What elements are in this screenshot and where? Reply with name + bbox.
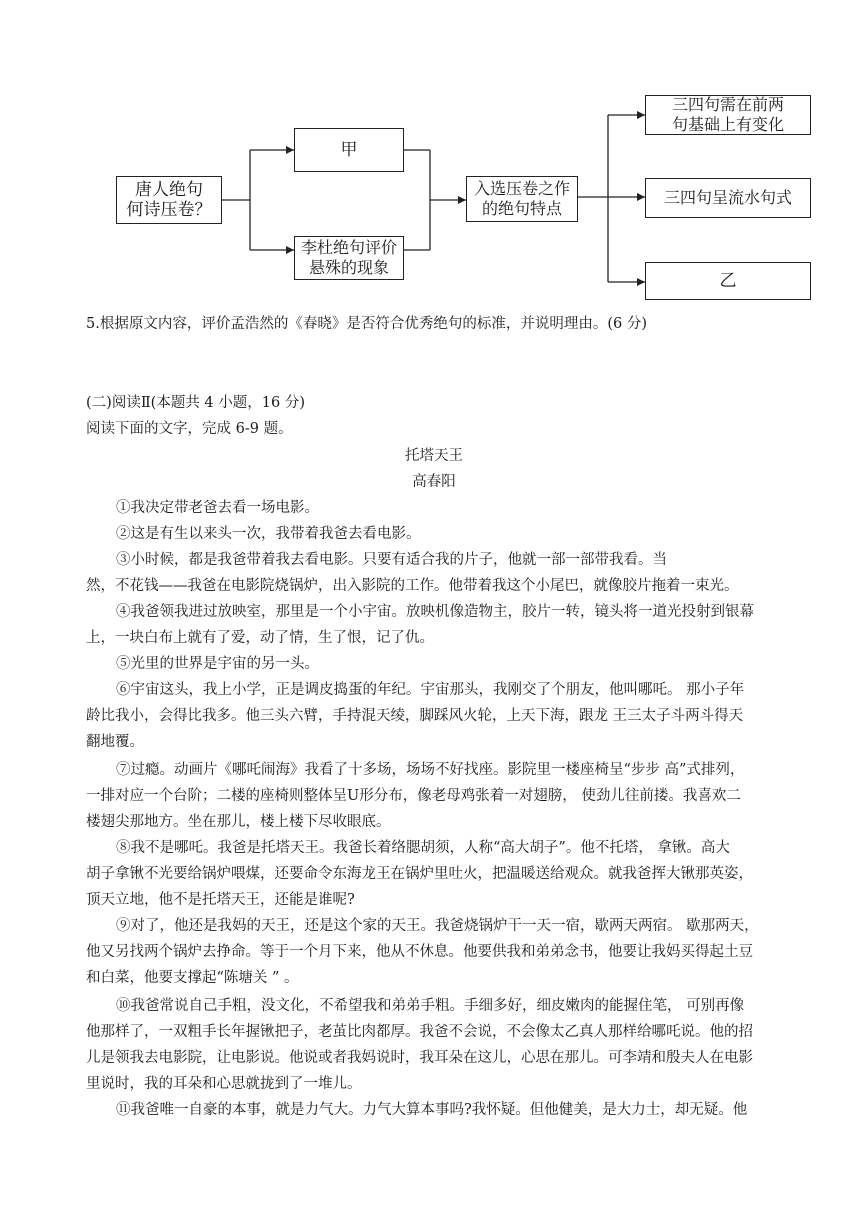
article-line: 上，一块白布上就有了爱，动了情，生了恨，记了仇。 (86, 630, 434, 646)
article-line: ⑥宇宙这头，我上小学，正是调皮捣蛋的年纪。宇宙那头，我刚交了个朋友，他叫哪吒。 那小子年 (116, 682, 745, 698)
article-line: ⑨对了，他还是我妈的天王，还是这个家的天王。我爸烧锅炉干一天一宿，歇两天两宿。 歇那两天， (116, 918, 759, 934)
article-line: 然，不花钱——我爸在电影院烧锅炉，出入影院的工作。他带着我这个小尾巴，就像胶片拖着一束光。 (86, 578, 739, 594)
diagram-branch-a-box (294, 128, 404, 172)
diagram-root-box (116, 176, 222, 224)
article-line: 顶天立地，他不是托塔天王，还能是谁呢? (86, 892, 355, 908)
diagram-branch-b-box (294, 236, 404, 280)
article-author: 高春阳 (412, 474, 456, 490)
section-heading: (二)阅读Ⅱ(本题共 4 小题，16 分) (86, 395, 305, 411)
article-line: 楼翅尖那地方。坐在那儿，楼上楼下尽收眼底。 (86, 814, 391, 830)
article-line: 龄比我小，会得比我多。他三头六臂，手持混天绫，脚踩风火轮，上天下海，跟龙 王三太子斗两斗得天 (86, 708, 744, 724)
article-line: 胡子拿锹不光要给锅炉喂煤，还要命令东海龙王在锅炉里吐火，把温暖送给观众。就我爸挥大锹那英姿， (86, 866, 753, 882)
article-title: 托塔天王 (405, 448, 463, 464)
article-line: 里说时，我的耳朵和心思就拢到了一堆儿。 (86, 1076, 362, 1092)
flow-diagram (0, 0, 868, 310)
instruction: 阅读下面的文字，完成 6-9 题。 (86, 421, 293, 437)
diagram-middle-text: 入选压卷之作 的绝句特点 (473, 179, 570, 218)
diagram-root-text: 唐人绝句 何诗压卷？ (126, 180, 212, 220)
article-line: ⑩我爸常说自己手粗，没文化，不希望我和弟弟手粗。手细多好，细皮嫩肉的能握住笔， 可别再像 (116, 998, 745, 1014)
question-5: 5.根据原文内容，评价孟浩然的《春晓》是否符合优秀绝句的标准，并说明理由。(6 分) (86, 316, 647, 332)
article-line: 儿是领我去电影院，让电影说。他说或者我妈说时，我耳朵在这儿，心思在那儿。可李靖和殷夫人在电影 (86, 1050, 753, 1066)
diagram-right-3-box (645, 262, 811, 300)
article-line: ③小时候，都是我爸带着我去看电影。只要有适合我的片子，他就一部一部带我看。当 (116, 552, 667, 568)
article-line: 他那样了，一双粗手长年握锹把子，老茧比肉都厚。我爸不会说，不会像太乙真人那样给哪吒说。他的招 (86, 1024, 753, 1040)
article-line: 一排对应一个台阶；二楼的座椅则整体呈U形分布，像老母鸡张着一对翅膀， 使劲儿往前搂。我喜欢二 (86, 788, 741, 804)
article-line: ④我爸领我进过放映室，那里是一个小宇宙。放映机像造物主，胶片一转，镜头将一道光投射到银幕 (116, 604, 754, 620)
article-line: ⑤光里的世界是宇宙的另一头。 (116, 656, 319, 672)
diagram-middle-box (466, 176, 578, 222)
article-line: ⑧我不是哪吒。我爸是托塔天王。我爸长着络腮胡须，人称“高大胡子”。他不托塔， 拿锹。高大 (116, 840, 730, 856)
diagram-right-1-text: 三四句需在前两 句基础上有变化 (671, 95, 784, 134)
article-line: ①我决定带老爸去看一场电影。 (116, 500, 319, 516)
article-line: ⑦过瘾。动画片《哪吒闹海》我看了十多场，场场不好找座。影院里一楼座椅呈“步步 高”式排列， (116, 762, 745, 778)
article-line: 和白菜，他要支撑起“陈塘关 ” 。 (86, 970, 299, 986)
diagram-right-1-box (645, 95, 811, 135)
diagram-right-2-box (645, 178, 811, 218)
diagram-right-3-text: 乙 (719, 271, 737, 291)
diagram-right-2-text: 三四句呈流水句式 (663, 188, 792, 207)
diagram-branch-a-text: 甲 (340, 140, 358, 160)
article-line: 他又另找两个锅炉去挣命。等于一个月下来，他从不休息。他要供我和弟弟念书，他要让我妈买得起土豆 (86, 944, 753, 960)
article-line: ②这是有生以来头一次，我带着我爸去看电影。 (116, 526, 421, 542)
article-line: 翻地覆。 (86, 734, 144, 750)
diagram-branch-b-text: 李杜绝句评价 悬殊的现象 (300, 238, 397, 277)
article-line: ⑪我爸唯一自豪的本事，就是力气大。力气大算本事吗?我怀疑。但他健美，是大力士，却无疑。他 (116, 1102, 748, 1118)
